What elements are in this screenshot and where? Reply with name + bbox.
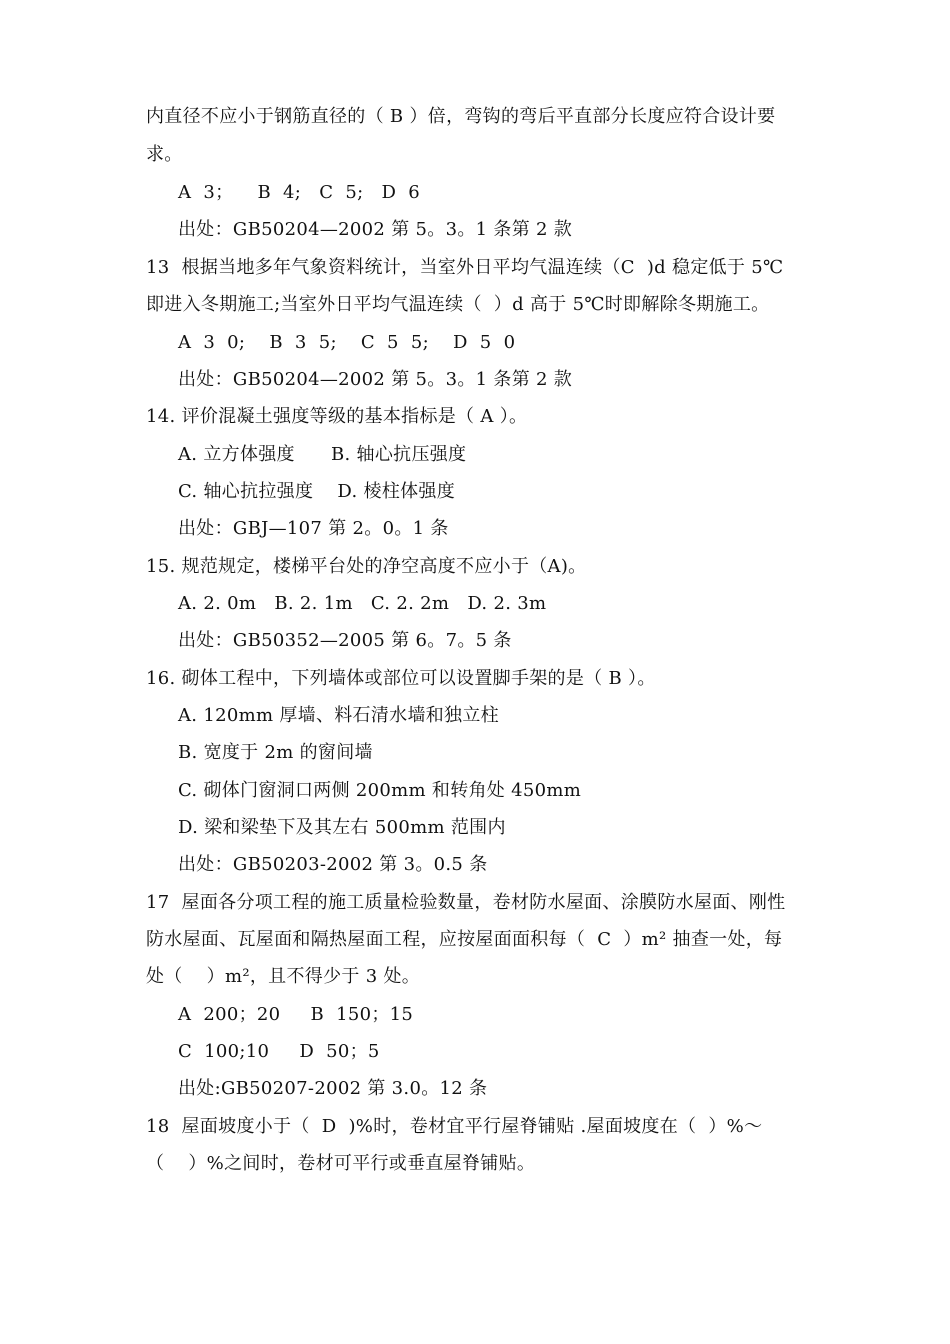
question-18-text-line-1: 18 屋面坡度小于（ D )%时，卷材宜平行屋脊铺贴 .屋面坡度在（ ）%～ — [146, 1116, 763, 1137]
question-12-text-line-2: 内直径不应小于钢筋直径的（ B ）倍，弯钩的弯后平直部分长度应符合设计要 — [146, 106, 776, 127]
question-12-text-line-3: 求。 — [146, 144, 183, 165]
question-14-source: 出处：GBJ—107 第 2。0。1 条 — [178, 518, 449, 539]
question-16-option-b: B. 宽度于 2m 的窗间墙 — [178, 742, 373, 763]
question-12-source: 出处：GB50204—2002 第 5。3。1 条第 2 款 — [178, 219, 573, 240]
question-13-source: 出处：GB50204—2002 第 5。3。1 条第 2 款 — [178, 369, 573, 390]
question-16-option-a: A. 120mm 厚墙、料石清水墙和独立柱 — [178, 705, 499, 726]
question-17-options-row-1: A 200；20 B 150；15 — [178, 1004, 414, 1025]
question-17-options-row-2: C 100;10 D 50；5 — [178, 1041, 380, 1062]
question-16-source: 出处：GB50203-2002 第 3。0.5 条 — [178, 854, 488, 875]
question-16-option-d: D. 梁和梁垫下及其左右 500mm 范围内 — [178, 817, 506, 838]
question-16-option-c: C. 砌体门窗洞口两侧 200mm 和转角处 450mm — [178, 780, 582, 801]
question-17-text-line-1: 17 屋面各分项工程的施工质量检验数量，卷材防水屋面、涂膜防水屋面、刚性 — [146, 892, 786, 913]
question-12-options: A 3； B 4; C 5; D 6 — [178, 182, 421, 203]
question-14-options-row-2: C. 轴心抗拉强度 D. 棱柱体强度 — [178, 481, 455, 502]
question-14-options-row-1: A. 立方体强度 B. 轴心抗压强度 — [178, 444, 467, 465]
question-13-options: A 3 0; B 3 5; C 5 5; D 5 0 — [178, 332, 516, 353]
question-15-options: A. 2. 0m B. 2. 1m C. 2. 2m D. 2. 3m — [178, 593, 547, 614]
question-17-text-line-2: 防水屋面、瓦屋面和隔热屋面工程，应按屋面面积每（ C ）m² 抽查一处，每 — [146, 929, 783, 950]
question-15-source: 出处：GB50352—2005 第 6。7。5 条 — [178, 630, 512, 651]
question-15-text: 15. 规范规定，楼梯平台处的净空高度不应小于（A)。 — [146, 556, 587, 577]
question-14-text: 14. 评价混凝土强度等级的基本指标是（ A ）。 — [146, 406, 528, 427]
question-18-text-line-2: （ ）%之间时，卷材可平行或垂直屋脊铺贴。 — [146, 1153, 536, 1174]
question-13-text-line-2: 即进入冬期施工;当室外日平均气温连续（ ）d 高于 5℃时即解除冬期施工。 — [146, 294, 770, 315]
question-16-text: 16. 砌体工程中，下列墙体或部位可以设置脚手架的是（ B ）。 — [146, 668, 656, 689]
question-17-text-line-3: 处（ ）m²，且不得少于 3 处。 — [146, 966, 421, 987]
question-17-source: 出处:GB50207-2002 第 3.0。12 条 — [178, 1078, 488, 1099]
question-13-text-line-1: 13 根据当地多年气象资料统计，当室外日平均气温连续（C )d 稳定低于 5℃ — [146, 257, 784, 278]
